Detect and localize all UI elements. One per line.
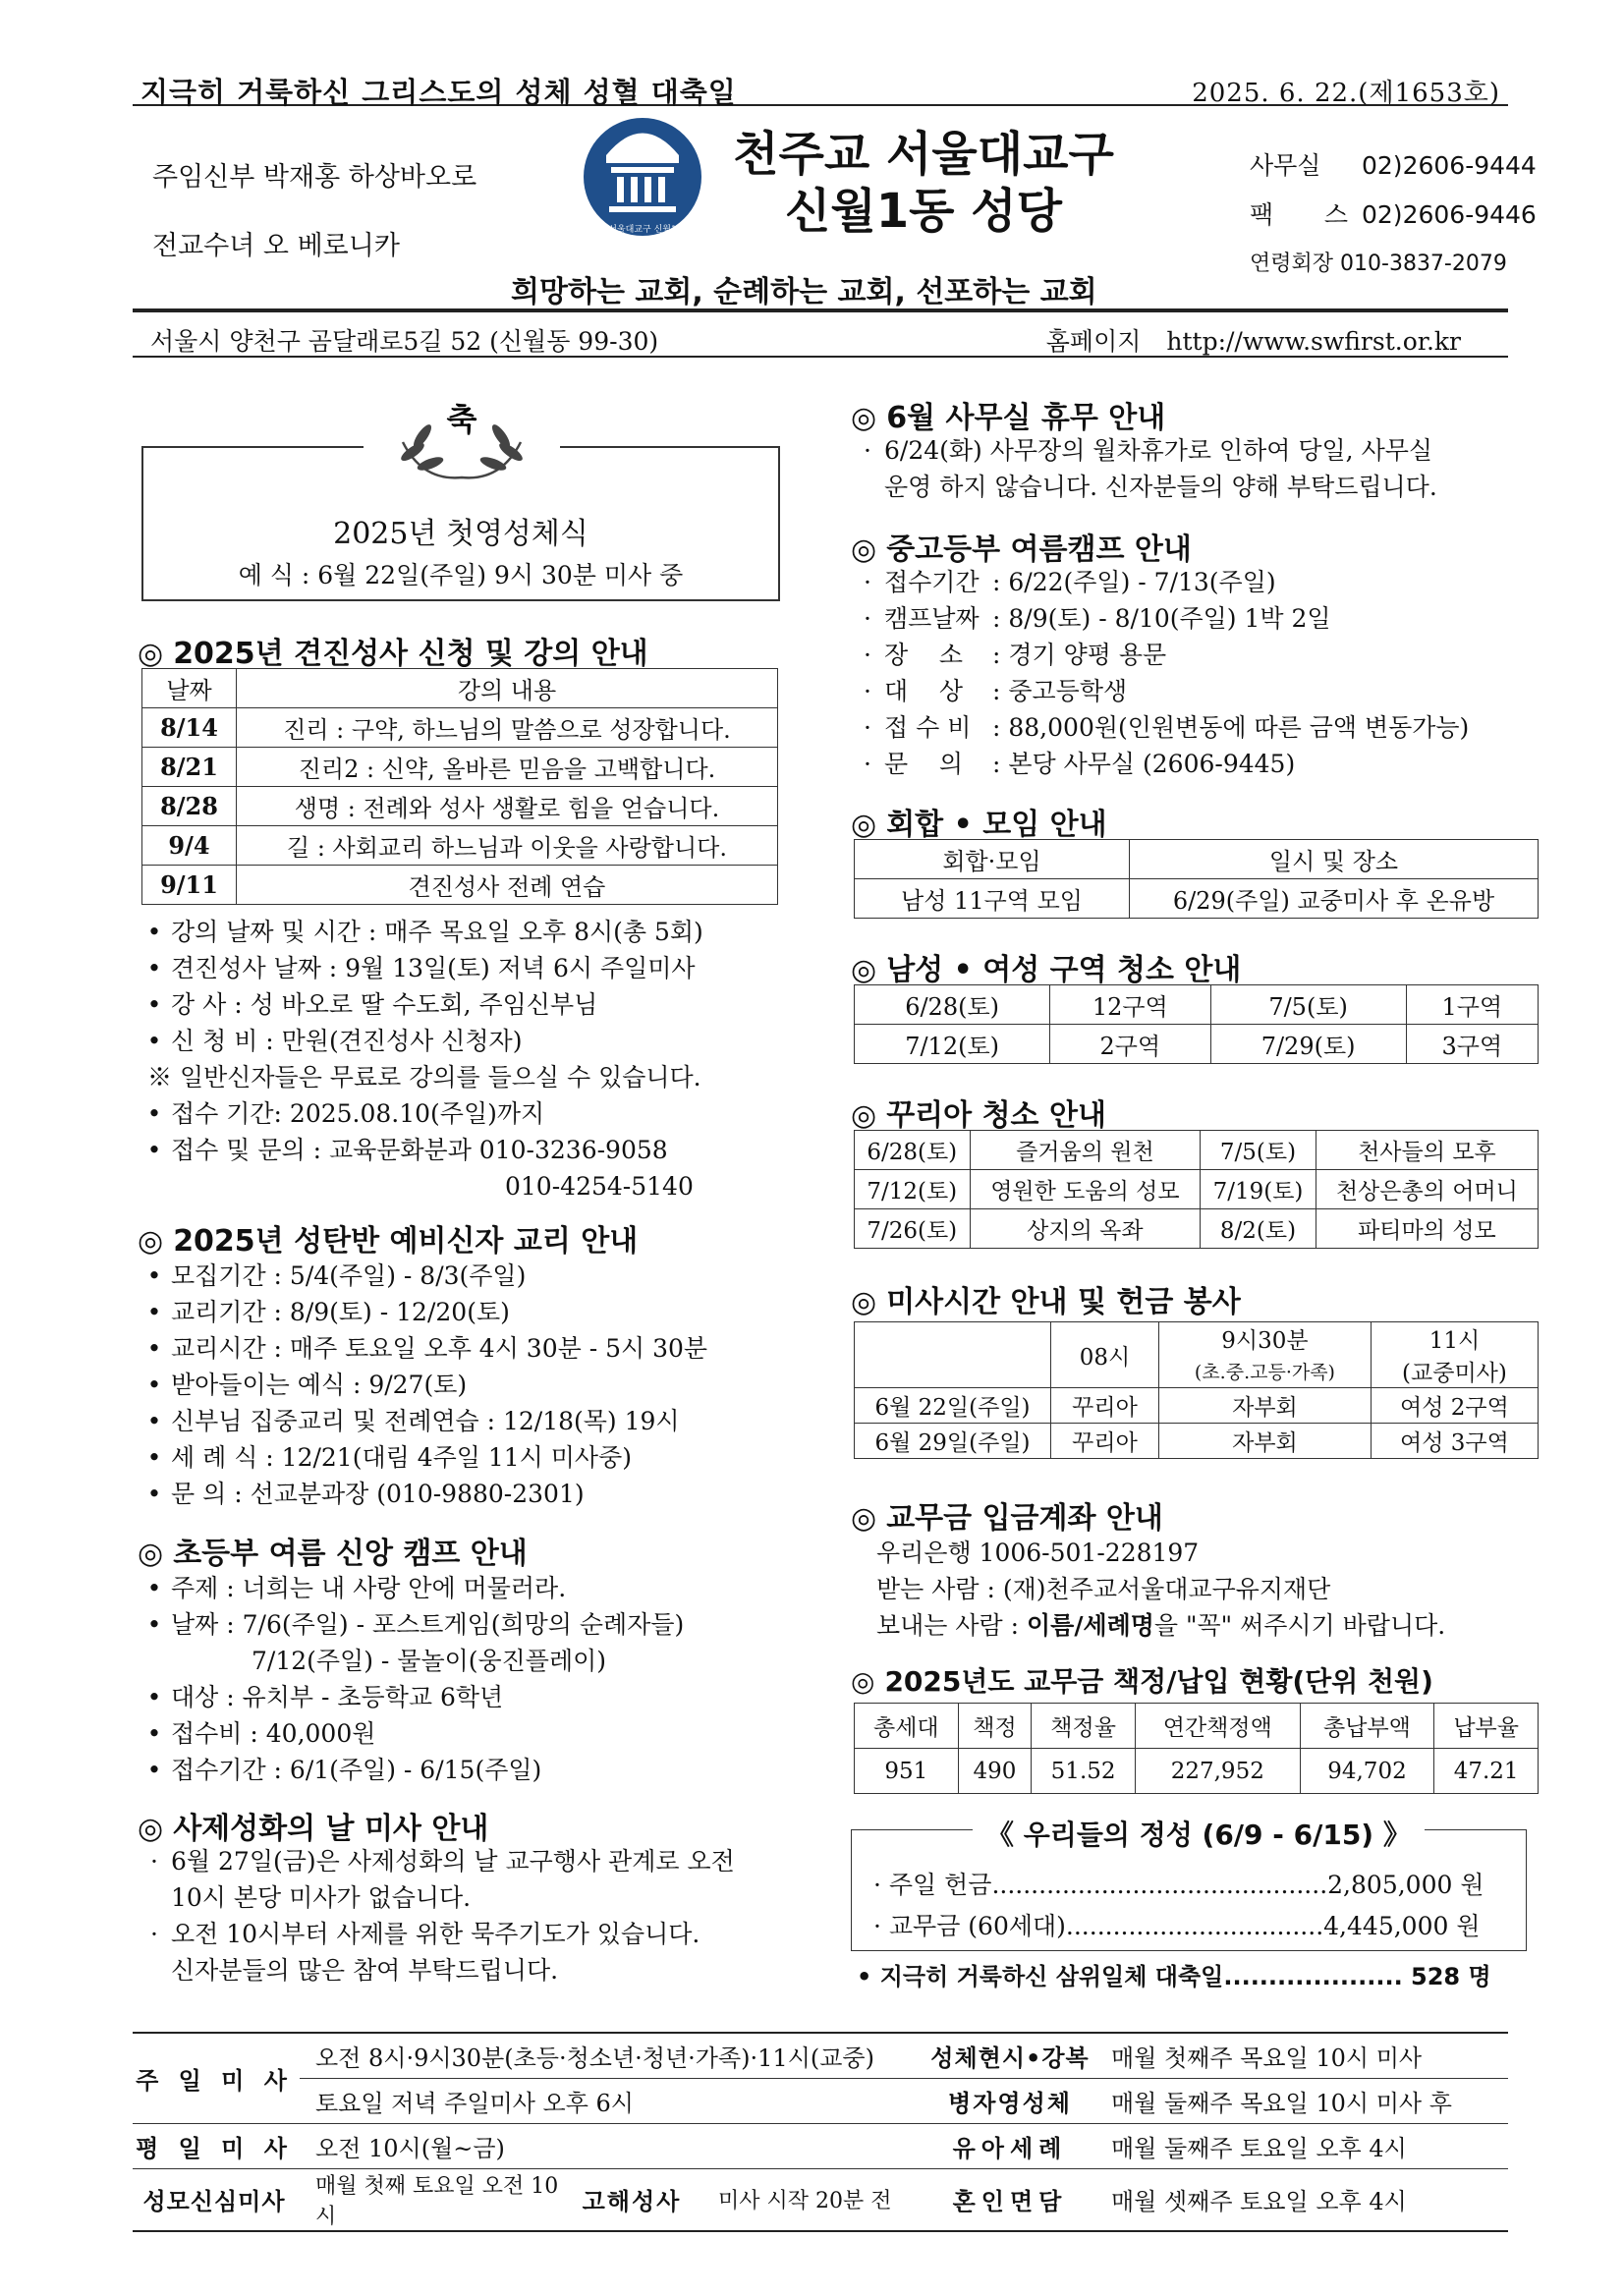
list-item: • 교리시간 : 매주 토요일 오후 4시 30분 - 5시 30분 bbox=[146, 1334, 708, 1363]
confirmation-details bbox=[141, 914, 703, 1204]
list-item: • 견진성사 날짜 : 9월 13일(토) 저녁 6시 주일미사 bbox=[146, 954, 696, 982]
table-header: 날짜 bbox=[142, 669, 237, 708]
table-header: 9시30분 bbox=[1159, 1322, 1372, 1356]
list-item: • 교리기간 : 8/9(토) - 12/20(토) bbox=[146, 1298, 510, 1326]
priest-day-list bbox=[141, 1843, 735, 1988]
list-item: • 받아들이는 예식 : 9/27(토) bbox=[146, 1371, 468, 1399]
table-cell: 1구역 bbox=[1406, 985, 1538, 1025]
table-row bbox=[142, 866, 778, 905]
church-name-line1: 천주교 서울대교구 bbox=[733, 127, 1114, 182]
table-cell: 7/12(토) bbox=[855, 1025, 1050, 1064]
congrats-mark: 축 bbox=[446, 401, 477, 438]
table-cell: 영원한 도움의 성모 bbox=[970, 1170, 1201, 1209]
cell-date: 9/4 bbox=[142, 826, 237, 866]
kids-camp-heading: ◎ 초등부 여름 신앙 캠프 안내 bbox=[138, 1537, 528, 1571]
church-name bbox=[727, 126, 1120, 240]
table-header: 납부율 bbox=[1434, 1704, 1539, 1749]
table-cell: 6/28(토) bbox=[855, 985, 1050, 1025]
schedule-value: 오전 10시(월~금) bbox=[300, 2123, 928, 2168]
table-header: 일시 및 장소 bbox=[1130, 840, 1539, 879]
list-item-cont: 신자분들의 많은 참여 부탁드립니다. bbox=[171, 1956, 559, 1985]
catechumen-list bbox=[141, 1258, 707, 1512]
mass-schedule-table bbox=[133, 2032, 1508, 2232]
office-closed-text bbox=[855, 432, 1437, 505]
youth-camp-heading: ◎ 중고등부 여름캠프 안내 bbox=[851, 532, 1192, 567]
pastor-name: 주임신부 박재홍 하상바오로 bbox=[152, 162, 477, 193]
list-item: • 강의 날짜 및 시간 : 매주 목요일 오후 8시(총 5회) bbox=[146, 918, 703, 946]
list-item: · 문 의 : 본당 사무실 (2606-9445) bbox=[864, 750, 1296, 778]
offering-sunday: · 주일 헌금...........................................2,805,000 원 bbox=[873, 1871, 1484, 1899]
table-subheader: (초.중.고등·가족) bbox=[1159, 1355, 1372, 1388]
list-item: • 접수 및 문의 : 교육문화분과 010-3236-9058 bbox=[146, 1136, 668, 1164]
table-cell: 490 bbox=[958, 1749, 1032, 1794]
table-cell: 2구역 bbox=[1050, 1025, 1210, 1064]
table-cell: 천상은총의 어머니 bbox=[1316, 1170, 1538, 1209]
logo-text: 천주교서울대교구 신월1동성당 bbox=[583, 225, 702, 235]
table-cell: 즐거움의 원천 bbox=[970, 1131, 1201, 1170]
list-item: • 접수기간 : 6/1(주일) - 6/15(주일) bbox=[146, 1756, 542, 1784]
table-header: 회합·모임 bbox=[855, 840, 1130, 879]
table-cell: 천사들의 모후 bbox=[1316, 1131, 1538, 1170]
schedule-label: 평 일 미 사 bbox=[133, 2123, 300, 2168]
date-second: 7/12(주일) - 물놀이(웅진플레이) bbox=[252, 1647, 606, 1675]
list-item-cont: 10시 본당 미사가 없습니다. bbox=[171, 1883, 472, 1912]
meetings-heading: ◎ 회합 • 모임 안내 bbox=[851, 808, 1107, 842]
list-item: · 6월 27일(금)은 사제성화의 날 교구행사 관계로 오전 bbox=[150, 1847, 735, 1876]
attendance: • 지극히 거룩하신 삼위일체 대축일.................... 528 명 bbox=[857, 1963, 1491, 1990]
fax-phone: 02)2606-9446 bbox=[1362, 200, 1537, 229]
bank-sender: 보내는 사람 : 이름/세례명을 "꼭" 써주시기 바랍니다. bbox=[876, 1611, 1446, 1640]
office-phone: 02)2606-9444 bbox=[1362, 151, 1537, 180]
table-row bbox=[855, 1170, 1539, 1209]
chair-phone: 010-3837-2079 bbox=[1340, 252, 1507, 276]
table-row bbox=[855, 1025, 1539, 1064]
list-item: · 대 상 : 중고등학생 bbox=[864, 677, 1128, 705]
cell-date: 9/11 bbox=[142, 866, 237, 905]
table-cell: 여성 2구역 bbox=[1371, 1388, 1538, 1424]
list-item: • 세 례 식 : 12/21(대림 4주일 11시 미사중) bbox=[146, 1443, 632, 1472]
table-header: 총납부액 bbox=[1300, 1704, 1434, 1749]
schedule-value: 매월 셋째주 토요일 오후 4시 bbox=[1095, 2168, 1508, 2231]
cell-content: 견진성사 전례 연습 bbox=[237, 866, 778, 905]
table-cell: 자부회 bbox=[1159, 1424, 1372, 1459]
bank-info bbox=[876, 1535, 1445, 1644]
note: ※ 일반신자들은 무료로 강의를 들으실 수 있습니다. bbox=[147, 1063, 701, 1092]
catechumen-heading: ◎ 2025년 성탄반 예비신자 교리 안내 bbox=[138, 1224, 639, 1259]
table-header: 연간책정액 bbox=[1135, 1704, 1300, 1749]
table-row bbox=[855, 1749, 1539, 1794]
confirmation-table bbox=[141, 668, 778, 905]
homepage-label: 홈페이지 bbox=[1045, 327, 1142, 356]
table-cell: 6월 29일(주일) bbox=[855, 1424, 1051, 1459]
table-cell: 7/12(토) bbox=[855, 1170, 971, 1209]
table-row bbox=[142, 787, 778, 826]
table-header: 총세대 bbox=[855, 1704, 959, 1749]
table-cell: 951 bbox=[855, 1749, 959, 1794]
table-row bbox=[855, 985, 1539, 1025]
list-item: · 접수기간 : 6/22(주일) - 7/13(주일) bbox=[864, 568, 1276, 596]
table-cell: 7/19(토) bbox=[1201, 1170, 1316, 1209]
table-cell: 남성 11구역 모임 bbox=[855, 879, 1130, 919]
list-item: · 6/24(화) 사무장의 월차휴가로 인하여 당일, 사무실 bbox=[864, 436, 1433, 465]
schedule-value: 매월 둘째주 토요일 오후 4시 bbox=[1095, 2123, 1508, 2168]
meetings-table bbox=[854, 839, 1539, 919]
office-closed-heading: ◎ 6월 사무실 휴무 안내 bbox=[851, 401, 1166, 435]
table-cell: 47.21 bbox=[1434, 1749, 1539, 1794]
list-item-cont: 운영 하지 않습니다. 신자분들의 양해 부탁드립니다. bbox=[884, 473, 1437, 501]
zone-cleaning-table bbox=[854, 984, 1539, 1064]
table-header: 책정율 bbox=[1032, 1704, 1136, 1749]
list-item: • 모집기간 : 5/4(주일) - 8/3(주일) bbox=[146, 1261, 527, 1290]
list-item: • 문 의 : 선교분과장 (010-9880-2301) bbox=[146, 1480, 585, 1508]
table-header: 책정 bbox=[958, 1704, 1032, 1749]
table-cell: 6/28(토) bbox=[855, 1131, 971, 1170]
cell-content: 진리 : 구약, 하느님의 말씀으로 성장합니다. bbox=[237, 708, 778, 748]
cell-date: 8/14 bbox=[142, 708, 237, 748]
first-communion-title: 2025년 첫영성체식 bbox=[333, 517, 588, 551]
table-cell: 3구역 bbox=[1406, 1025, 1538, 1064]
header-top-bar bbox=[133, 71, 1508, 109]
list-item: • 대상 : 유치부 - 초등학교 6학년 bbox=[146, 1683, 504, 1711]
list-item: · 오전 10시부터 사제를 위한 묵주기도가 있습니다. bbox=[150, 1920, 700, 1948]
church-logo bbox=[582, 116, 703, 250]
table-row bbox=[133, 2123, 1508, 2168]
offerings-title: 《 우리들의 정성 (6/9 - 6/15) 》 bbox=[973, 1814, 1425, 1853]
kids-cleaning-heading: ◎ 꾸리아 청소 안내 bbox=[851, 1098, 1106, 1133]
dues-table bbox=[854, 1703, 1539, 1794]
table-cell: 227,952 bbox=[1135, 1749, 1300, 1794]
cell-content: 길 : 사회교리 하느님과 이웃을 사랑합니다. bbox=[237, 826, 778, 866]
table-row bbox=[142, 826, 778, 866]
table-cell: 7/26(토) bbox=[855, 1209, 971, 1249]
list-item: · 접 수 비 : 88,000원(인원변동에 따른 금액 변동가능) bbox=[864, 713, 1470, 742]
schedule-label: 주 일 미 사 bbox=[133, 2033, 300, 2123]
feast-title: 지극히 거룩하신 그리스도의 성체 성혈 대축일 bbox=[140, 76, 737, 109]
mass-service-table bbox=[854, 1321, 1539, 1459]
schedule-value: 오전 8시·9시30분(초등·청소년·청년·가족)·11시(교중) bbox=[300, 2033, 928, 2078]
youth-camp-list bbox=[855, 564, 1469, 782]
table-cell: 파티마의 성모 bbox=[1316, 1209, 1538, 1249]
office-label: 사무실 bbox=[1250, 151, 1321, 180]
schedule-label: 병자영성체 bbox=[928, 2078, 1095, 2123]
table-row bbox=[855, 1424, 1539, 1459]
schedule-value: 매월 둘째주 목요일 10시 미사 후 bbox=[1095, 2078, 1508, 2123]
table-cell: 7/5(토) bbox=[1201, 1131, 1316, 1170]
bank-heading: ◎ 교무금 입금계좌 안내 bbox=[851, 1501, 1163, 1536]
table-row bbox=[855, 1209, 1539, 1249]
table-subheader: (교중미사) bbox=[1371, 1355, 1538, 1388]
table-cell: 꾸리아 bbox=[1051, 1388, 1159, 1424]
kids-cleaning-table bbox=[854, 1130, 1539, 1249]
list-item: • 강 사 : 성 바오로 딸 수도회, 주임신부님 bbox=[146, 990, 598, 1019]
bank-recipient: 받는 사람 : (재)천주교서울대교구유지재단 bbox=[876, 1575, 1331, 1603]
address-bar bbox=[133, 308, 1508, 358]
table-cell: 상지의 옥좌 bbox=[970, 1209, 1201, 1249]
table-row bbox=[133, 2033, 1508, 2078]
dues-heading: ◎ 2025년도 교무금 책정/납입 현황(단위 천원) bbox=[851, 1665, 1433, 1698]
phone-second: 010-4254-5140 bbox=[505, 1172, 694, 1201]
table-cell: 6월 22일(주일) bbox=[855, 1388, 1051, 1424]
chair-label: 연령회장 bbox=[1250, 252, 1334, 276]
contact-info bbox=[1250, 141, 1537, 289]
schedule-label: 성체현시•강복 bbox=[928, 2033, 1095, 2078]
table-cell: 7/29(토) bbox=[1210, 1025, 1406, 1064]
table-row bbox=[142, 708, 778, 748]
bank-account: 우리은행 1006-501-228197 bbox=[876, 1539, 1200, 1567]
cell-date: 8/21 bbox=[142, 748, 237, 787]
table-cell: 8/2(토) bbox=[1201, 1209, 1316, 1249]
laurel-icon bbox=[364, 393, 560, 491]
table-cell: 여성 3구역 bbox=[1371, 1424, 1538, 1459]
list-item: • 주제 : 너희는 내 사랑 안에 머물러라. bbox=[146, 1574, 567, 1602]
cell-date: 8/28 bbox=[142, 787, 237, 826]
confirmation-heading: ◎ 2025년 견진성사 신청 및 강의 안내 bbox=[138, 637, 648, 671]
list-item: • 날짜 : 7/6(주일) - 포스트게임(희망의 순례자들) bbox=[146, 1610, 685, 1639]
table-cell: 자부회 bbox=[1159, 1388, 1372, 1424]
table-header: 08시 bbox=[1051, 1322, 1159, 1388]
zone-cleaning-heading: ◎ 남성 • 여성 구역 청소 안내 bbox=[851, 953, 1242, 987]
cell-content: 생명 : 전례와 성사 생활로 힘을 얻습니다. bbox=[237, 787, 778, 826]
priest-day-heading: ◎ 사제성화의 날 미사 안내 bbox=[138, 1812, 489, 1846]
table-row bbox=[133, 2078, 1508, 2123]
offering-dues: · 교무금 (60세대).................................4,445,000 원 bbox=[873, 1912, 1481, 1940]
table-row bbox=[855, 1388, 1539, 1424]
cell-content: 진리2 : 신약, 올바른 믿음을 고백합니다. bbox=[237, 748, 778, 787]
list-item: • 신부님 집중교리 및 전례연습 : 12/18(목) 19시 bbox=[146, 1407, 680, 1435]
schedule-label: 유아세례 bbox=[928, 2123, 1095, 2168]
fax-label: 팩 스 bbox=[1250, 200, 1348, 229]
list-item: · 장 소 : 경기 양평 용문 bbox=[864, 641, 1167, 669]
table-cell: 꾸리아 bbox=[1051, 1424, 1159, 1459]
church-slogan: 희망하는 교회, 순례하는 교회, 선포하는 교회 bbox=[511, 275, 1097, 309]
list-item: • 접수 기간: 2025.08.10(주일)까지 bbox=[146, 1099, 545, 1128]
table-cell: 51.52 bbox=[1032, 1749, 1136, 1794]
table-header: 강의 내용 bbox=[237, 669, 778, 708]
list-item: · 캠프날짜 : 8/9(토) - 8/10(주일) 1박 2일 bbox=[864, 604, 1331, 633]
church-address: 서울시 양천구 곰달래로5길 52 (신월동 99-30) bbox=[150, 327, 659, 356]
table-row bbox=[142, 748, 778, 787]
table-row bbox=[855, 879, 1539, 919]
sister-name: 전교수녀 오 베로니카 bbox=[152, 231, 400, 261]
schedule-value: 토요일 저녁 주일미사 오후 6시 bbox=[300, 2078, 928, 2123]
list-item: • 접수비 : 40,000원 bbox=[146, 1719, 376, 1748]
schedule-label: 혼인면담 bbox=[928, 2168, 1095, 2231]
schedule-label: 고해성사 bbox=[565, 2168, 702, 2231]
table-row bbox=[133, 2168, 1508, 2231]
issue-date: 2025. 6. 22.(제1653호) bbox=[1192, 79, 1500, 108]
mass-service-heading: ◎ 미사시간 안내 및 헌금 봉사 bbox=[851, 1285, 1241, 1319]
schedule-label: 성모신심미사 bbox=[133, 2168, 300, 2231]
schedule-value: 미사 시작 20분 전 bbox=[702, 2168, 928, 2231]
kids-camp-list bbox=[141, 1570, 684, 1788]
schedule-value: 매월 첫째주 목요일 10시 미사 bbox=[1095, 2033, 1508, 2078]
list-item: • 신 청 비 : 만원(견진성사 신청자) bbox=[146, 1027, 523, 1055]
table-cell: 94,702 bbox=[1300, 1749, 1434, 1794]
table-header bbox=[855, 1322, 1051, 1388]
table-cell: 12구역 bbox=[1050, 985, 1210, 1025]
schedule-value: 매월 첫째 토요일 오전 10시 bbox=[300, 2168, 565, 2231]
table-row bbox=[855, 1131, 1539, 1170]
homepage-url[interactable]: http://www.swfirst.or.kr bbox=[1166, 327, 1461, 356]
table-header: 11시 bbox=[1371, 1322, 1538, 1356]
first-communion-time: 예 식 : 6월 22일(주일) 9시 30분 미사 중 bbox=[238, 561, 684, 589]
church-name-line2: 신월1동 성당 bbox=[785, 184, 1062, 239]
table-cell: 7/5(토) bbox=[1210, 985, 1406, 1025]
homepage bbox=[1046, 322, 1486, 358]
table-cell: 6/29(주일) 교중미사 후 온유방 bbox=[1130, 879, 1539, 919]
